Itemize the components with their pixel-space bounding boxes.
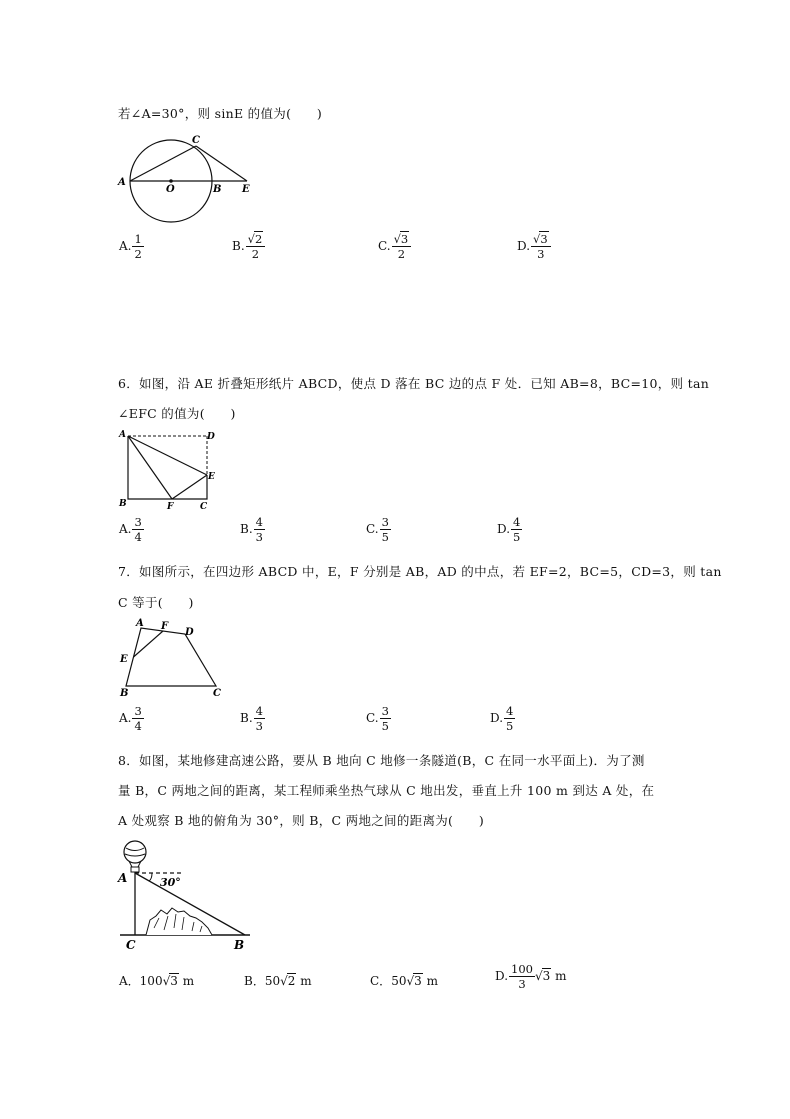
q5-figure-circle-tangent <box>112 132 262 232</box>
q8-label-B: B <box>234 938 245 952</box>
q6-option-c[interactable]: C. $\frac{3}{5}$ <box>366 515 389 545</box>
q8-stem-line2: 量 B，C 两地之间的距离，某工程师乘坐热气球从 C 地出发，垂直上升 100 m 到达 A 处，在 <box>118 783 655 798</box>
q7-label-C: C <box>213 688 221 699</box>
q7-option-b[interactable]: B. $\frac{4}{3}$ <box>240 704 263 734</box>
q6-option-b[interactable]: B. $\frac{4}{3}$ <box>240 515 263 545</box>
q6-label-A: A <box>119 430 126 440</box>
q8-figure-hot-air-balloon <box>112 838 262 956</box>
q6-label-F: F <box>167 502 174 512</box>
q8-option-b[interactable]: B．50√2 m <box>244 974 312 988</box>
q7-label-E: E <box>120 654 128 665</box>
q8-label-A: A <box>118 871 128 885</box>
q6-label-B: B <box>119 499 127 509</box>
q6-option-d[interactable]: D. $\frac{4}{5}$ <box>497 515 521 545</box>
q6-label-C: C <box>200 502 208 512</box>
q8-stem-line3: A 处观察 B 地的俯角为 30°，则 B，C 两地之间的距离为( ) <box>118 813 485 828</box>
q5-label-O: O <box>166 184 175 195</box>
q8-option-c[interactable]: C．50√3 m <box>370 974 438 988</box>
q8-stem-line1: 8．如图，某地修建高速公路，要从 B 地向 C 地修一条隧道(B，C 在同一水平面上)．为了测 <box>118 753 645 768</box>
q7-label-D: D <box>185 627 194 638</box>
q6-figure-rectangle-fold <box>112 426 227 512</box>
q5-label-E: E <box>242 184 250 195</box>
q5-option-b[interactable]: B. $\frac{√2}{2}$ <box>232 233 265 260</box>
q7-label-A: A <box>136 618 144 629</box>
balloon-icon <box>124 841 146 872</box>
q5-option-c[interactable]: C. $\frac{√3}{2}$ <box>378 233 411 260</box>
q6-stem-line1: 6．如图，沿 AE 折叠矩形纸片 ABCD，使点 D 落在 BC 边的点 F 处．已知 AB=8，BC=10，则 tan <box>118 376 710 391</box>
q5-label-A: A <box>118 177 126 188</box>
q6-option-a[interactable]: A. $\frac{3}{4}$ <box>119 515 142 545</box>
q5-stem: 若∠A=30°，则 sinE 的值为( ) <box>118 106 323 121</box>
q8-label-C: C <box>126 938 136 952</box>
q8-label-angle: 30° <box>160 876 181 889</box>
q5-option-d[interactable]: D. $\frac{√3}{3}$ <box>517 233 551 260</box>
q6-label-D: D <box>207 432 215 442</box>
q7-option-c[interactable]: C. $\frac{3}{5}$ <box>366 704 389 734</box>
q7-label-B: B <box>120 688 129 699</box>
q6-label-E: E <box>208 472 215 482</box>
q7-label-F: F <box>161 621 169 632</box>
q7-stem-line2: C 等于( ) <box>118 595 194 610</box>
q5-label-B: B <box>213 184 222 195</box>
q7-option-d[interactable]: D. $\frac{4}{5}$ <box>490 704 514 734</box>
q8-option-d[interactable]: D. $\frac{100}{3}$ √3 m <box>495 962 567 992</box>
q7-figure-quadrilateral <box>112 614 232 700</box>
q7-stem-line1: 7．如图所示，在四边形 ABCD 中，E，F 分别是 AB，AD 的中点，若 EF=2，BC=5，CD=3，则 tan <box>118 564 722 579</box>
q5-option-a[interactable]: A. $\frac{1}{2}$ <box>119 232 142 262</box>
q7-option-a[interactable]: A. $\frac{3}{4}$ <box>119 704 142 734</box>
q6-stem-line2: ∠EFC 的值为( ) <box>118 406 236 421</box>
mountain-icon <box>146 908 212 935</box>
q5-label-C: C <box>192 135 200 146</box>
q8-option-a[interactable]: A．100√3 m <box>119 974 195 988</box>
